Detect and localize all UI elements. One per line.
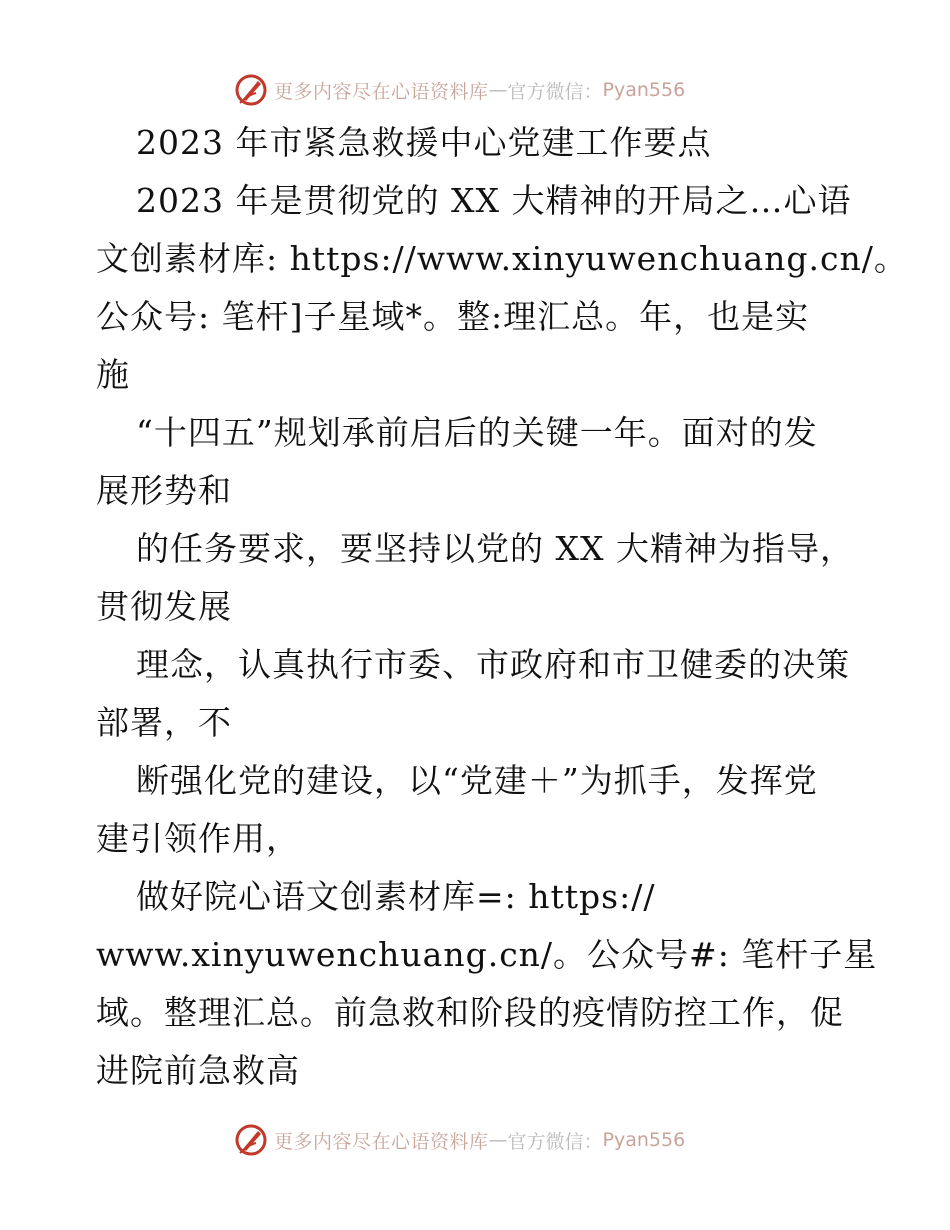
paragraph-line: “十四五”规划承前启后的关键一年。面对的发 (136, 413, 818, 452)
document-title: 2023 年市紧急救援中心党建工作要点 (136, 123, 712, 162)
banner-separator: — (488, 79, 508, 101)
paragraph-line: 进院前急救高 (96, 1051, 300, 1090)
paragraph-line: 域。整理汇总。前急救和阶段的疫情防控工作，促 (96, 993, 844, 1032)
banner-separator: — (488, 1129, 508, 1151)
paragraph-line: www.xinyuwenchuang.cn/。公众号#: 笔杆子星 (96, 935, 878, 974)
paragraph-line: 部署，不 (96, 703, 232, 742)
paragraph-line: 的任务要求，要坚持以党的 XX 大精神为指导， (136, 529, 854, 568)
footer-banner (234, 1122, 685, 1158)
paragraph-line: 贯彻发展 (96, 587, 232, 626)
paragraph-line: 施 (96, 355, 130, 394)
banner-wechat-id: Pyan556 (602, 79, 686, 101)
quill-logo-icon (234, 73, 268, 107)
banner-wechat-label: 官方微信： (507, 80, 603, 103)
paragraph-line: 建引领作用， (96, 819, 300, 858)
banner-wechat-id: Pyan556 (602, 1129, 686, 1151)
quill-logo-icon (234, 1123, 268, 1157)
paragraph-line: 展形势和 (96, 471, 232, 510)
paragraph-line: 文创素材库: https://www.xinyuwenchuang.cn/。 (96, 239, 908, 278)
paragraph-line: 公众号: 笔杆]子星域*。整:理汇总。年，也是实 (96, 297, 810, 336)
banner-site-text: 更多内容尽在心语资料库 (274, 1130, 489, 1153)
paragraph-line: 做好院心语文创素材库=: https:// (136, 877, 656, 916)
paragraph-line: 理念，认真执行市委、市政府和市卫健委的决策 (136, 645, 850, 684)
paragraph-line: 2023 年是贯彻党的 XX 大精神的开局之…心语 (136, 181, 852, 220)
header-banner (234, 72, 685, 108)
banner-wechat-label: 官方微信： (507, 1130, 603, 1153)
banner-site-text: 更多内容尽在心语资料库 (274, 80, 489, 103)
paragraph-line: 断强化党的建设，以“党建＋”为抓手，发挥党 (136, 761, 818, 800)
